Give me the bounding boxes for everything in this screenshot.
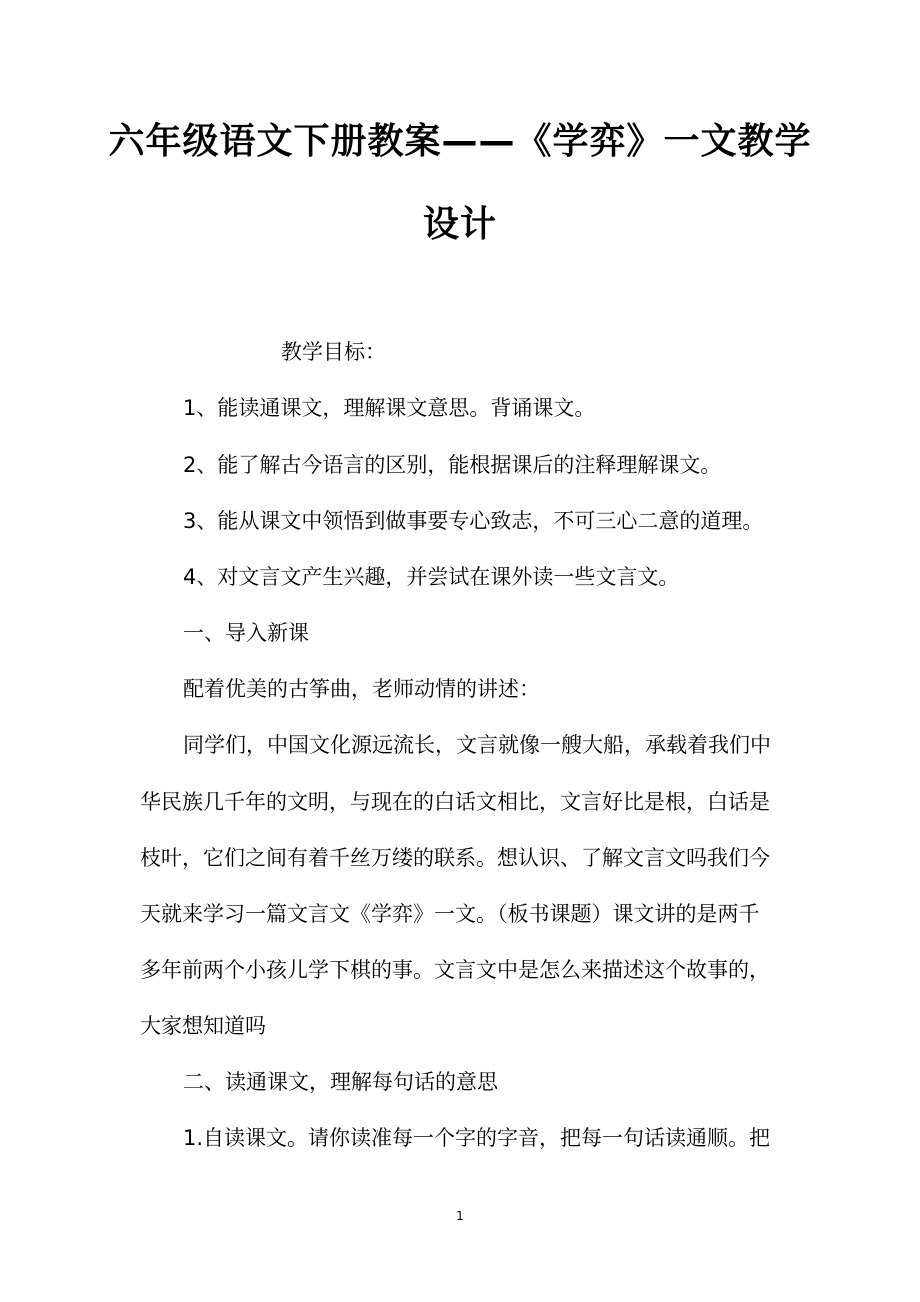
paragraph-line: 多年前两个小孩儿学下棋的事。文言文中是怎么来描述这个故事的，: [140, 958, 770, 982]
objectives-heading: 教学目标：: [281, 340, 386, 364]
paragraph-line: 天就来学习一篇文言文《学弈》一文。（板书课题）课文讲的是两千: [140, 902, 760, 926]
paragraph-line: 大家想知道吗: [140, 1014, 266, 1038]
paragraph-line: 华民族几千年的文明，与现在的白话文相比，文言好比是根，白话是: [140, 790, 770, 814]
objective-item-4: 4、对文言文产生兴趣，并尝试在课外读一些文言文。: [183, 565, 680, 589]
document-title-line-2: 设计: [422, 204, 497, 245]
page-number: 1: [456, 1209, 464, 1223]
objective-item-1: 1、能读通课文，理解课文意思。背诵课文。: [183, 396, 596, 420]
document-title-line-1: 六年级语文下册教案——《学弈》一文教学: [108, 121, 812, 162]
section-intro-text: 配着优美的古筝曲，老师动情的讲述：: [183, 677, 540, 701]
paragraph-line: 同学们，中国文化源远流长，文言就像一艘大船，承载着我们中: [183, 733, 771, 757]
section-heading-reading: 二、读通课文，理解每句话的意思: [183, 1070, 498, 1094]
section-item-1: 1.自读课文。请你读准每一个字的字音，把每一句话读通顺。把: [183, 1126, 771, 1150]
objective-item-3: 3、能从课文中领悟到做事要专心致志，不可三心二意的道理。: [183, 509, 764, 533]
paragraph-line: 枝叶，它们之间有着千丝万缕的联系。想认识、了解文言文吗我们今: [140, 846, 770, 870]
section-heading-intro: 一、导入新课: [183, 621, 309, 645]
objective-item-2: 2、能了解古今语言的区别，能根据课后的注释理解课文。: [183, 453, 722, 477]
